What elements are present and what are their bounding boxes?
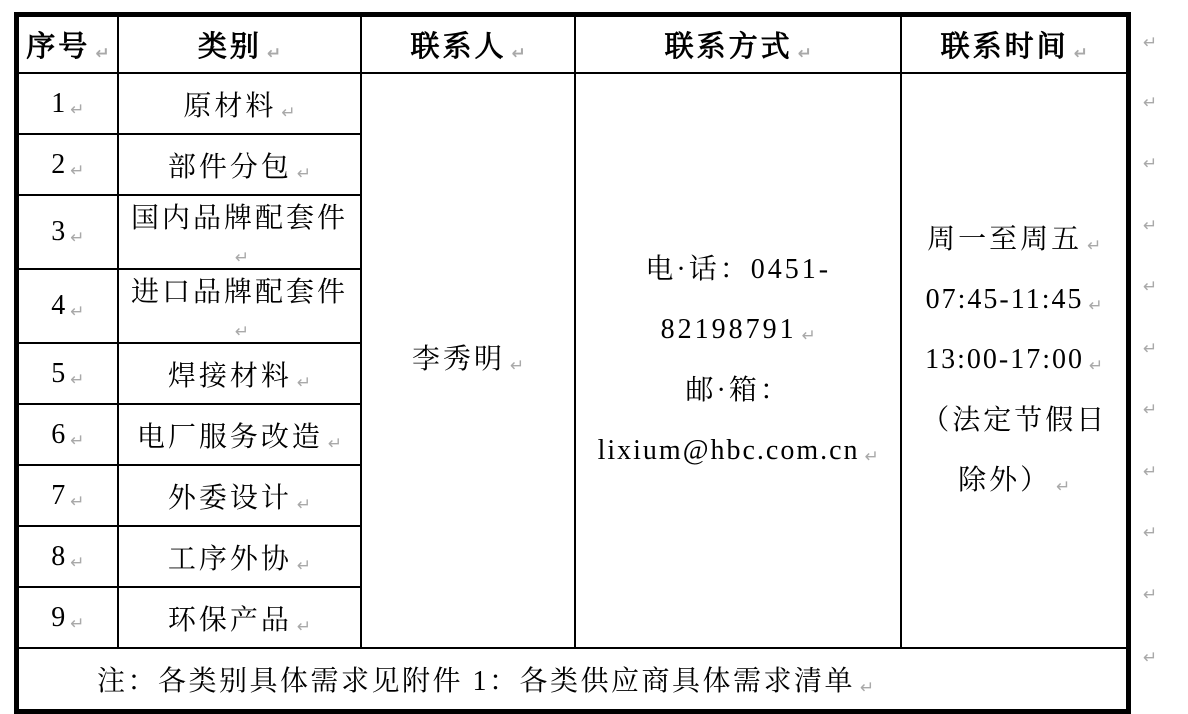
contact-person-cell — [361, 73, 575, 648]
row-no-cell — [17, 343, 118, 404]
paragraph-mark-icon: ↵ — [1089, 356, 1104, 377]
contact-mail-label: 邮·箱： — [685, 374, 791, 406]
contact-mail-label-line — [580, 361, 896, 421]
end-of-row-mark-icon: ↵ — [1143, 339, 1158, 359]
paragraph-mark-icon: ↵ — [70, 613, 85, 634]
contact-method-cell — [575, 73, 901, 648]
paragraph-mark-icon: ↵ — [70, 369, 85, 390]
contact-morning-hours: 07:45-11:45 — [925, 284, 1084, 316]
row-category: 国内品牌配套件 — [130, 203, 348, 234]
paragraph-mark-icon: ↵ — [864, 446, 879, 467]
header-contact-time — [901, 15, 1128, 74]
paragraph-mark-icon: ↵ — [296, 163, 312, 184]
contact-time-cell — [901, 73, 1128, 648]
row-category-cell — [118, 465, 361, 526]
paragraph-mark-icon: ↵ — [70, 430, 85, 451]
header-contact-method-label: 联系方式 — [664, 31, 793, 63]
header-contact-time-label: 联系时间 — [940, 31, 1069, 63]
row-no: 4 — [51, 290, 66, 321]
paragraph-mark-icon: ↵ — [266, 44, 282, 64]
paragraph-mark-icon: ↵ — [327, 433, 343, 454]
contact-holiday-note: （法定节假日除外） — [921, 404, 1108, 496]
contact-info-table — [14, 12, 1131, 714]
row-category: 部件分包 — [167, 151, 292, 183]
contact-person-name: 李秀明 — [411, 344, 505, 376]
contact-holiday-line — [906, 391, 1122, 511]
paragraph-mark-icon: ↵ — [1056, 476, 1071, 497]
row-no: 5 — [51, 357, 66, 389]
paragraph-mark-icon: ↵ — [70, 552, 85, 573]
row-category: 原材料 — [183, 90, 277, 122]
row-no-cell — [17, 195, 118, 269]
table-row — [17, 73, 1129, 134]
paragraph-mark-icon: ↵ — [797, 44, 812, 64]
note-cell — [17, 648, 1129, 712]
row-category: 进口品牌配套件 — [130, 277, 348, 308]
contact-days-line — [906, 210, 1122, 270]
contact-days: 周一至周五 — [927, 224, 1083, 256]
header-contact-method — [575, 15, 901, 74]
end-of-row-mark-icon: ↵ — [1143, 648, 1158, 668]
row-category-cell — [118, 195, 361, 269]
paragraph-mark-icon: ↵ — [70, 99, 85, 120]
paragraph-mark-icon: ↵ — [95, 44, 110, 64]
contact-phone: 电·话：0451-82198791 — [645, 254, 832, 346]
end-of-row-mark-icon: ↵ — [1143, 585, 1158, 605]
header-contact-person — [361, 15, 575, 74]
row-no: 6 — [51, 418, 66, 450]
paragraph-mark-icon: ↵ — [234, 322, 250, 342]
header-category — [118, 15, 361, 74]
row-category: 外委设计 — [167, 482, 292, 514]
row-category-cell — [118, 73, 361, 134]
row-category: 工序外协 — [167, 543, 292, 575]
contact-morning-line — [906, 270, 1122, 330]
paragraph-mark-icon: ↵ — [281, 102, 296, 123]
end-of-row-mark-icon: ↵ — [1143, 400, 1158, 420]
row-no-cell — [17, 269, 118, 343]
row-no: 7 — [51, 479, 66, 511]
contact-afternoon-hours: 13:00-17:00 — [925, 344, 1085, 376]
paragraph-mark-icon: ↵ — [296, 555, 312, 576]
row-category: 环保产品 — [167, 604, 292, 636]
row-no-cell — [17, 587, 118, 648]
paragraph-mark-icon: ↵ — [234, 248, 250, 268]
paragraph-mark-icon: ↵ — [296, 616, 312, 637]
row-no-cell — [17, 134, 118, 195]
table-header-row — [17, 15, 1129, 74]
row-no: 2 — [51, 148, 66, 180]
row-category-cell — [118, 587, 361, 648]
row-no: 9 — [51, 601, 66, 633]
row-no-cell — [17, 465, 118, 526]
end-of-row-mark-icon: ↵ — [1143, 93, 1158, 113]
paragraph-mark-icon: ↵ — [296, 494, 312, 515]
paragraph-mark-icon: ↵ — [1087, 236, 1102, 257]
paragraph-mark-icon: ↵ — [801, 326, 816, 347]
paragraph-mark-icon: ↵ — [509, 356, 525, 377]
row-category-cell — [118, 404, 361, 465]
end-of-row-mark-icon: ↵ — [1143, 523, 1158, 543]
contact-email-line — [580, 421, 896, 481]
paragraph-mark-icon: ↵ — [70, 160, 85, 181]
header-category-label: 类别 — [197, 31, 262, 63]
end-of-row-mark-icon: ↵ — [1143, 33, 1158, 53]
paragraph-mark-icon: ↵ — [70, 228, 85, 248]
paragraph-mark-icon: ↵ — [1088, 296, 1103, 317]
header-no-label: 序号 — [26, 31, 91, 63]
row-no-cell — [17, 404, 118, 465]
row-category: 焊接材料 — [167, 360, 292, 392]
contact-afternoon-line — [906, 330, 1122, 390]
row-category: 电厂服务改造 — [136, 421, 323, 453]
end-of-row-mark-icon: ↵ — [1143, 277, 1158, 297]
paragraph-mark-icon: ↵ — [296, 372, 312, 393]
end-of-row-mark-icon: ↵ — [1143, 216, 1158, 236]
row-category-cell — [118, 269, 361, 343]
paragraph-mark-icon: ↵ — [70, 302, 85, 322]
contact-phone-line — [580, 240, 896, 360]
row-no-cell — [17, 526, 118, 587]
end-of-row-mark-icon: ↵ — [1143, 462, 1158, 482]
note-row — [17, 648, 1129, 712]
paragraph-mark-icon: ↵ — [1073, 44, 1088, 64]
row-no-cell — [17, 73, 118, 134]
paragraph-mark-icon: ↵ — [70, 491, 85, 512]
row-category-cell — [118, 343, 361, 404]
supplier-contact-table — [14, 12, 1131, 698]
paragraph-mark-icon: ↵ — [511, 44, 526, 64]
row-no: 1 — [51, 87, 66, 119]
paragraph-mark-icon: ↵ — [860, 678, 875, 698]
row-category-cell — [118, 134, 361, 195]
row-no: 3 — [51, 216, 66, 247]
row-no: 8 — [51, 540, 66, 572]
note-text: 注：各类别具体需求见附件 1：各类供应商具体需求清单 — [97, 666, 856, 697]
header-no — [17, 15, 118, 74]
contact-email: lixium@hbc.com.cn — [597, 434, 860, 466]
header-contact-person-label: 联系人 — [410, 31, 507, 63]
row-category-cell — [118, 526, 361, 587]
end-of-row-mark-icon: ↵ — [1143, 154, 1158, 174]
